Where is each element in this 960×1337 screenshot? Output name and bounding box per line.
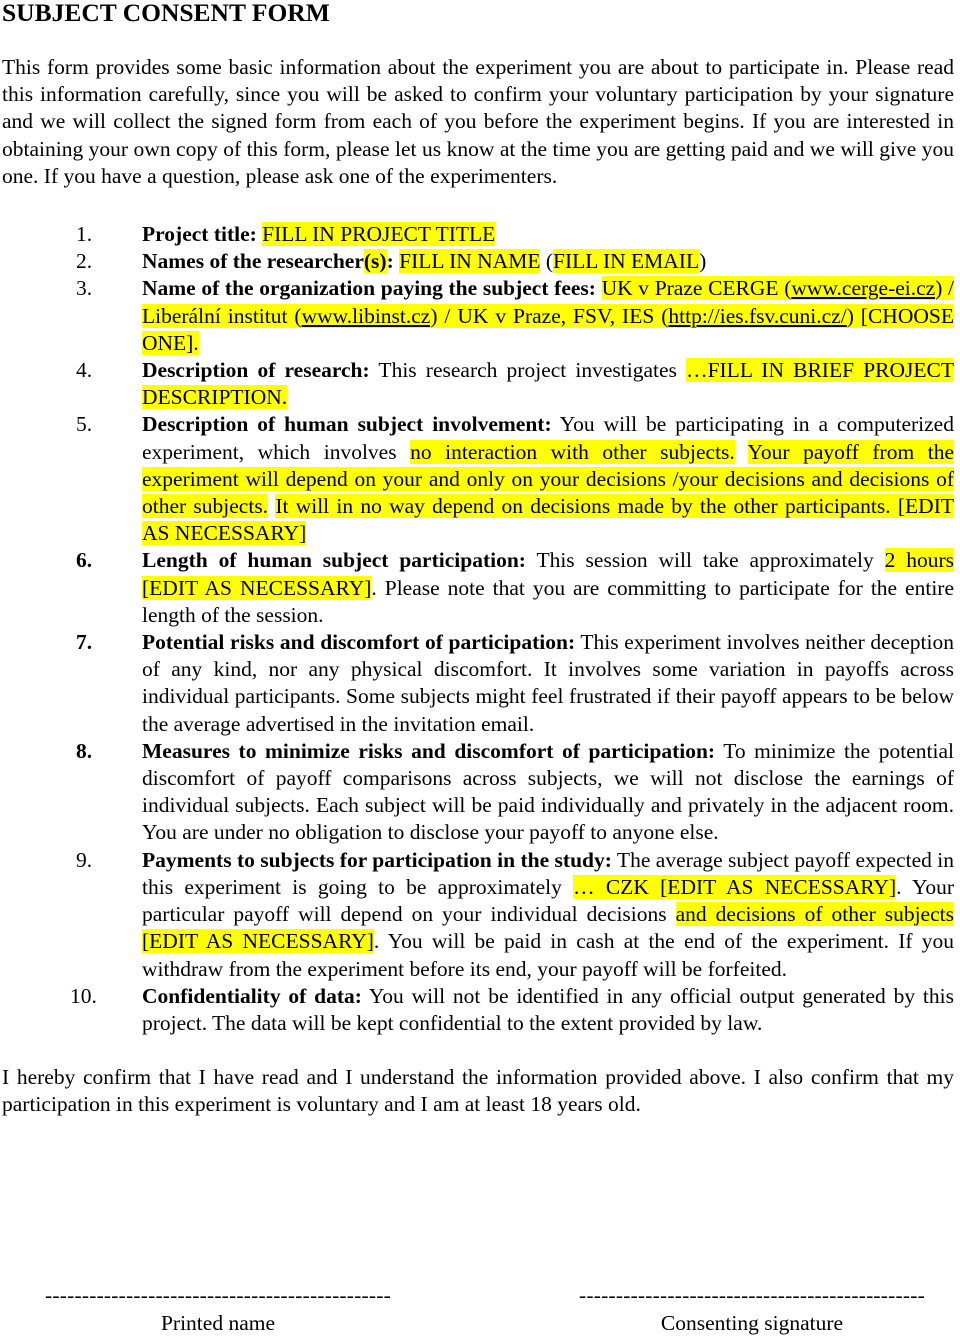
item-text: ) bbox=[699, 249, 707, 274]
signature-block bbox=[568, 1282, 936, 1337]
list-item-risk-measures bbox=[2, 738, 954, 847]
item-number: 5. bbox=[76, 412, 93, 437]
item-label: Length of human subject participation: bbox=[142, 548, 526, 573]
placeholder-highlight: FILL IN EMAIL bbox=[553, 249, 700, 274]
item-text: ( bbox=[540, 249, 553, 274]
printed-name-line[interactable]: ----------------------------------------------- bbox=[45, 1283, 391, 1307]
item-text: . Your particular payoff will depend on your individual decisions bbox=[142, 874, 954, 927]
placeholder-highlight: FILL IN NAME bbox=[399, 249, 541, 274]
item-number: 9. bbox=[76, 847, 93, 872]
signature-row bbox=[0, 1282, 960, 1334]
signature-label: Consenting signature bbox=[660, 1311, 844, 1336]
list-item-participation-length bbox=[2, 547, 954, 629]
item-text: You will not be identified in any official output generated by this project. The data will be kept confidential to the extent provided by law. bbox=[142, 983, 954, 1035]
item-text: This research project investigates bbox=[369, 358, 687, 383]
placeholder-highlight: and decisions of other subjects bbox=[675, 902, 954, 927]
item-number: 10. bbox=[70, 983, 97, 1008]
item-number: 1. bbox=[76, 222, 93, 247]
list-item-subject-involvement bbox=[2, 411, 954, 547]
item-label: Potential risks and discomfort of participation: bbox=[142, 630, 576, 655]
signature-line[interactable]: ----------------------------------------------- bbox=[579, 1283, 925, 1307]
placeholder-highlight: [EDIT AS NECESSARY] bbox=[142, 929, 374, 954]
link-ies[interactable]: http://ies.fsv.cuni.cz/ bbox=[668, 303, 847, 328]
list-item-payments bbox=[2, 847, 954, 983]
item-number: 4. bbox=[76, 358, 93, 383]
placeholder-highlight: It will in no way depend on decisions made by the other participants. [EDIT AS NECESSARY] bbox=[142, 494, 954, 546]
printed-name-label: Printed name bbox=[160, 1311, 276, 1336]
placeholder-highlight: ) / UK v Praze, FSV, IES ( bbox=[430, 303, 669, 328]
item-label: Names of the researcher(s): bbox=[142, 249, 394, 274]
page-title: SUBJECT CONSENT FORM bbox=[2, 0, 330, 27]
placeholder-highlight: FILL IN PROJECT TITLE bbox=[262, 222, 496, 247]
item-label: Measures to minimize risks and discomfort of participation: bbox=[142, 738, 716, 763]
list-item-risks bbox=[2, 629, 954, 738]
list-item-research-description bbox=[2, 357, 954, 411]
item-number: 2. bbox=[76, 249, 93, 274]
item-text: This experiment involves neither deception of any kind, nor any physical discomfort. It involves some variation in payoffs across individual participants. Some subjects might feel frustrated if their payoff appears to be below the average advertised in the invitation email. bbox=[142, 630, 955, 736]
item-number: 6. bbox=[76, 548, 93, 573]
confirmation-paragraph: I hereby confirm that I have read and I understand the information provided above. I also confirm that my participation in this experiment is voluntary and I am at least 18 years old. bbox=[2, 1065, 954, 1117]
list-item-researchers bbox=[2, 248, 954, 275]
placeholder-highlight: no interaction with other subjects. bbox=[410, 439, 735, 464]
item-text: The average subject payoff expected in this experiment is going to be approximately bbox=[142, 847, 955, 899]
item-text: . Please note that you are committing to participate for the entire length of the session. bbox=[142, 575, 954, 627]
placeholder-highlight: Your payoff from the experiment will depend on your and only on your decisions /your decisions and decisions of other subjects. bbox=[142, 439, 954, 519]
placeholder-highlight: 2 hours [EDIT AS NECESSARY] bbox=[142, 548, 954, 600]
item-label: Name of the organization paying the subject fees: bbox=[142, 276, 596, 301]
placeholder-highlight: …FILL IN BRIEF PROJECT DESCRIPTION. bbox=[142, 358, 955, 410]
item-label: Confidentiality of data: bbox=[142, 983, 362, 1008]
item-text: You will be participating in a computerized experiment, which involves bbox=[142, 412, 954, 464]
item-label: Payments to subjects for participation in the study: bbox=[142, 847, 612, 872]
item-list bbox=[2, 221, 954, 1037]
list-item-project-title bbox=[2, 221, 954, 248]
item-label: Project title: bbox=[142, 222, 257, 247]
link-libinst[interactable]: www.libinst.cz bbox=[301, 303, 431, 328]
placeholder-highlight: ) / Liberální institut ( bbox=[142, 276, 954, 328]
item-text: . You will be paid in cash at the end of the experiment. If you withdraw from the experiment before its end, your payoff will be forfeited. bbox=[142, 929, 955, 981]
item-label: Description of research: bbox=[142, 358, 370, 383]
item-number: 3. bbox=[76, 276, 93, 301]
list-item-organization bbox=[2, 275, 954, 357]
list-item-confidentiality bbox=[2, 983, 954, 1037]
item-label: Description of human subject involvement: bbox=[142, 412, 552, 437]
placeholder-highlight: ) [CHOOSE ONE]. bbox=[142, 303, 954, 355]
intro-paragraph: This form provides some basic information about the experiment you are about to participate in. Please read this information carefully, since you will be asked to confirm your voluntary participation by your signature and we will collect the signed form from each of you before the experiment begins. If you are interested in obtaining your own copy of this form, please let us know at the time you are getting paid and we will give you one. If you have a question, please ask one of the experimenters. bbox=[2, 55, 954, 188]
placeholder-highlight: … CZK [EDIT AS NECESSARY] bbox=[573, 874, 897, 899]
item-text: To minimize the potential discomfort of payoff comparisons across subjects, we will not disclose the earnings of individual subjects. Each subject will be paid individually and privately in the adjacent room. You are under no obligation to disclose your payoff to anyone else. bbox=[142, 738, 954, 845]
link-cerge[interactable]: www.cerge-ei.cz bbox=[791, 276, 936, 301]
item-text: This session will take approximately bbox=[525, 548, 885, 573]
placeholder-highlight: UK v Praze CERGE ( bbox=[601, 276, 792, 301]
printed-name-block bbox=[38, 1282, 398, 1337]
item-number: 7. bbox=[76, 630, 93, 655]
item-number: 8. bbox=[76, 738, 93, 763]
